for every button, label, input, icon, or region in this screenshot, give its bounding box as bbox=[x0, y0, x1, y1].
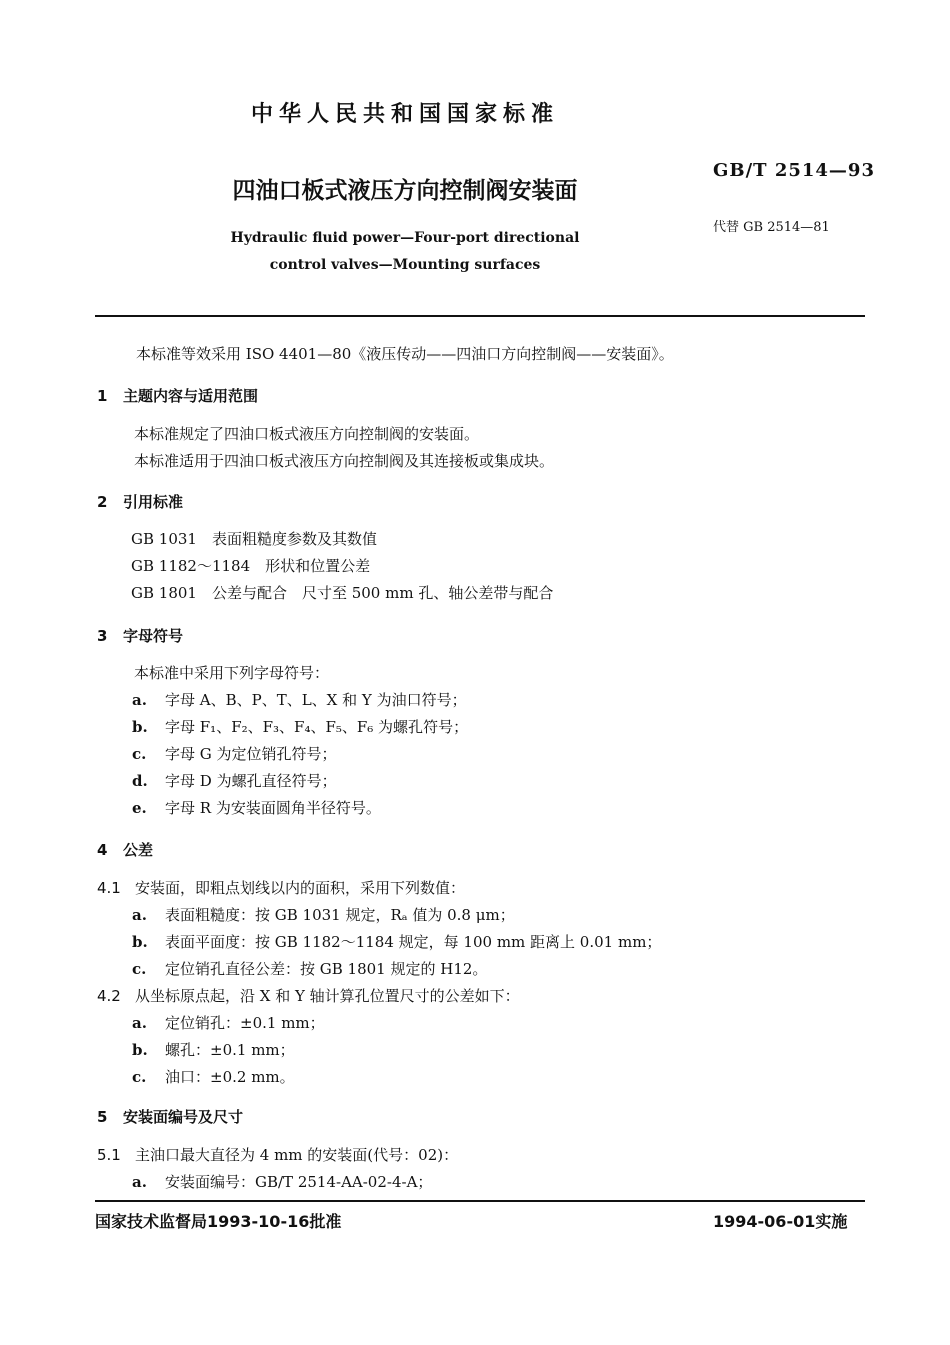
list-marker: d. bbox=[132, 772, 148, 790]
clause-text: 安装面，即粗点划线以内的面积，采用下列数值： bbox=[135, 879, 466, 897]
list-marker: b. bbox=[132, 1041, 148, 1059]
effective-date: 1994-06-01实施 bbox=[713, 1212, 848, 1231]
list-item bbox=[132, 933, 661, 951]
section-number: 3 bbox=[97, 627, 108, 645]
reference-item: GB 1801 公差与配合 尺寸至 500 mm 孔、轴公差带与配合 bbox=[131, 584, 554, 602]
section-title: 公差 bbox=[123, 841, 154, 859]
list-item bbox=[132, 1068, 295, 1086]
clause-number: 4.1 bbox=[97, 879, 121, 897]
clause-text: 主油口最大直径为 4 mm 的安装面(代号：02)： bbox=[135, 1146, 459, 1164]
section-3-lead: 本标准中采用下列字母符号： bbox=[134, 664, 330, 682]
clause-5-1 bbox=[97, 1146, 458, 1164]
list-marker: e. bbox=[132, 799, 147, 817]
list-item bbox=[132, 691, 467, 709]
clause-text: 从坐标原点起，沿 X 和 Y 轴计算孔位置尺寸的公差如下： bbox=[135, 987, 520, 1005]
list-text: 字母 R 为安装面圆角半径符号。 bbox=[165, 799, 381, 817]
list-text: 油口：±0.2 mm。 bbox=[165, 1068, 295, 1086]
standard-code: GB/T 2514—93 bbox=[713, 160, 875, 181]
reference-item: GB 1182～1184 形状和位置公差 bbox=[131, 557, 371, 575]
list-item bbox=[132, 906, 515, 924]
section-1-para-2: 本标准适用于四油口板式液压方向控制阀及其连接板或集成块。 bbox=[134, 452, 555, 470]
list-text: 螺孔：±0.1 mm； bbox=[165, 1041, 295, 1059]
section-1-heading bbox=[97, 385, 258, 406]
list-marker: a. bbox=[132, 1173, 147, 1191]
list-item bbox=[132, 1173, 432, 1191]
list-text: 定位销孔直径公差：按 GB 1801 规定的 H12。 bbox=[165, 960, 488, 978]
issuing-organization: 中华人民共和国国家标准 bbox=[250, 102, 559, 127]
list-marker: a. bbox=[132, 906, 147, 924]
section-title: 主题内容与适用范围 bbox=[123, 387, 259, 405]
section-2-heading bbox=[97, 491, 183, 512]
list-marker: c. bbox=[132, 745, 147, 763]
list-item bbox=[132, 745, 337, 763]
clause-number: 4.2 bbox=[97, 987, 121, 1005]
list-item bbox=[132, 1041, 295, 1059]
footer-divider bbox=[95, 1200, 865, 1202]
list-marker: c. bbox=[132, 960, 147, 978]
section-number: 4 bbox=[97, 841, 108, 859]
list-marker: a. bbox=[132, 691, 147, 709]
list-text: 字母 G 为定位销孔符号； bbox=[165, 745, 337, 763]
section-title: 字母符号 bbox=[123, 627, 184, 645]
intro-paragraph: 本标准等效采用 ISO 4401—80《液压传动——四油口方向控制阀——安装面》。 bbox=[136, 345, 674, 363]
list-text: 表面粗糙度：按 GB 1031 规定，Rₐ 值为 0.8 μm； bbox=[165, 906, 515, 924]
section-3-heading bbox=[97, 625, 183, 646]
list-text: 定位销孔：±0.1 mm； bbox=[165, 1014, 325, 1032]
list-item bbox=[132, 1014, 325, 1032]
list-marker: b. bbox=[132, 933, 148, 951]
list-marker: b. bbox=[132, 718, 148, 736]
section-number: 2 bbox=[97, 493, 108, 511]
list-text: 字母 F₁、F₂、F₃、F₄、F₅、F₆ 为螺孔符号； bbox=[165, 718, 469, 736]
list-text: 字母 D 为螺孔直径符号； bbox=[165, 772, 337, 790]
section-number: 5 bbox=[97, 1108, 108, 1126]
list-item bbox=[132, 772, 337, 790]
list-text: 安装面编号：GB/T 2514-AA-02-4-A； bbox=[165, 1173, 433, 1191]
section-5-heading bbox=[97, 1106, 243, 1127]
title-english-line-2: control valves—Mounting surfaces bbox=[269, 257, 541, 273]
replaces-note: 代替 GB 2514—81 bbox=[713, 220, 830, 235]
list-item bbox=[132, 960, 487, 978]
section-title: 安装面编号及尺寸 bbox=[123, 1108, 244, 1126]
title-chinese: 四油口板式液压方向控制阀安装面 bbox=[232, 178, 578, 204]
clause-4-1 bbox=[97, 879, 465, 897]
clause-number: 5.1 bbox=[97, 1146, 121, 1164]
list-text: 表面平面度：按 GB 1182～1184 规定，每 100 mm 距离上 0.01 mm； bbox=[165, 933, 662, 951]
list-marker: c. bbox=[132, 1068, 147, 1086]
section-4-heading bbox=[97, 839, 153, 860]
title-english-line-1: Hydraulic fluid power—Four-port directional bbox=[230, 230, 580, 246]
section-title: 引用标准 bbox=[123, 493, 184, 511]
section-number: 1 bbox=[97, 387, 108, 405]
list-item bbox=[132, 799, 381, 817]
list-item bbox=[132, 718, 468, 736]
clause-4-2 bbox=[97, 987, 520, 1005]
title-english bbox=[0, 225, 810, 279]
approval-date: 国家技术监督局1993-10-16批准 bbox=[95, 1212, 342, 1231]
list-marker: a. bbox=[132, 1014, 147, 1032]
list-text: 字母 A、B、P、T、L、X 和 Y 为油口符号； bbox=[165, 691, 467, 709]
reference-item: GB 1031 表面粗糙度参数及其数值 bbox=[131, 530, 377, 548]
section-1-para-1: 本标准规定了四油口板式液压方向控制阀的安装面。 bbox=[134, 425, 480, 443]
header-divider bbox=[95, 315, 865, 317]
